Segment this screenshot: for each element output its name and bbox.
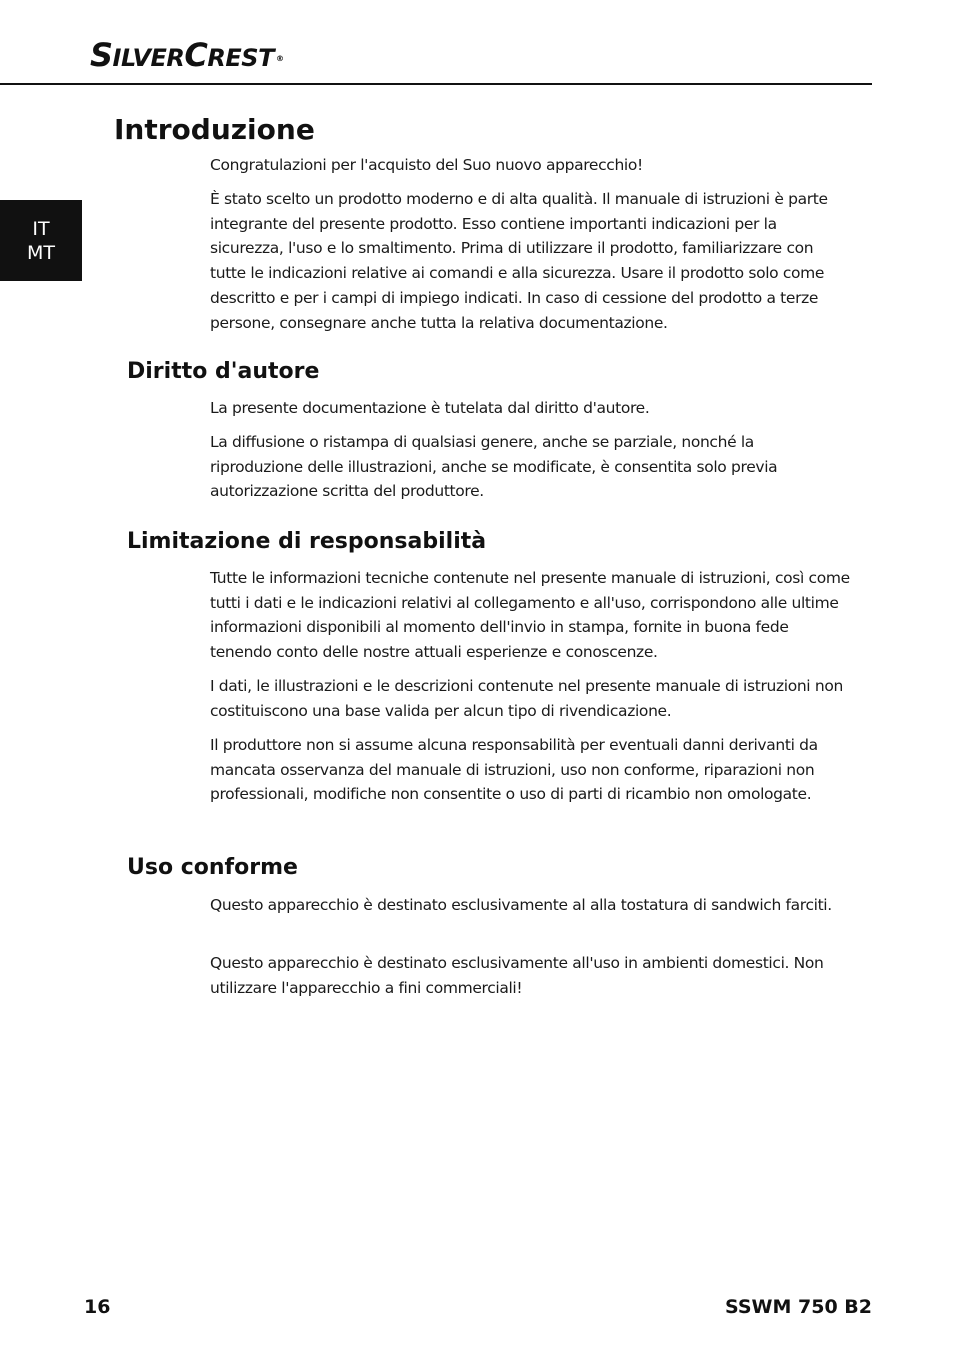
language-code-mt: MT xyxy=(27,241,55,264)
intended-use-paragraph-1: Questo apparecchio è destinato esclusivamente al alla tostatura di sandwich farciti. xyxy=(210,896,832,914)
liability-paragraph-3: Il produttore non si assume alcuna responsabilità per eventuali danni derivanti da mancata osservanza del manuale di istruzioni, uso non conforme, riparazioni non professionali, modifiche non consentite o uso di parti di ricambio non omologate. xyxy=(210,736,818,804)
logo-text-ilver: ILVER xyxy=(112,44,185,72)
intro-paragraph-1: Congratulazioni per l'acquisto del Suo nuovo apparecchio! xyxy=(210,156,643,174)
language-tab xyxy=(0,200,82,281)
logo-letter-s: S xyxy=(90,36,113,74)
language-code-it: IT xyxy=(32,217,50,240)
logo-text-rest: REST xyxy=(207,44,274,72)
registered-mark: ® xyxy=(275,54,284,63)
page-title: Introduzione xyxy=(114,113,315,146)
intended-use-heading: Uso conforme xyxy=(127,855,298,880)
page-number: 16 xyxy=(84,1296,111,1318)
silvercrest-logo xyxy=(90,36,284,74)
copyright-paragraph-1: La presente documentazione è tutelata dal diritto d'autore. xyxy=(210,399,650,417)
model-number: SSWM 750 B2 xyxy=(725,1296,872,1318)
copyright-heading: Diritto d'autore xyxy=(127,359,320,384)
intro-paragraph-2: È stato scelto un prodotto moderno e di alta qualità. Il manuale di istruzioni è parte integrante del presente prodotto. Esso contiene importanti indicazioni per la sicurezza, l'uso e lo smaltimento. Prima di utilizzare il prodotto, familiarizzare con tutte le indicazioni relative ai comandi e alla sicurezza. Usare il prodotto solo come descritto e per i campi di impiego indicati. In caso di cessione del prodotto a terze persone, consegnare anche tutta la relativa documentazione. xyxy=(210,190,828,332)
copyright-paragraph-2: La diffusione o ristampa di qualsiasi genere, anche se parziale, nonché la riproduzione delle illustrazioni, anche se modificate, è consentita solo previa autorizzazione scritta del produttore. xyxy=(210,433,778,501)
liability-heading: Limitazione di responsabilità xyxy=(127,529,487,554)
logo-letter-c: C xyxy=(184,36,208,74)
liability-paragraph-1: Tutte le informazioni tecniche contenute nel presente manuale di istruzioni, così come tutti i dati e le indicazioni relativi al collegamento e all'uso, corrispondono alle ultime informazioni disponibili al momento dell'invio in stampa, fornite in buona fede tenendo conto delle nostre attuali esperienze e conoscenze. xyxy=(210,569,850,662)
intended-use-paragraph-2: Questo apparecchio è destinato esclusivamente all'uso in ambienti domestici. Non utilizzare l'apparecchio a fini commerciali! xyxy=(210,954,824,997)
liability-paragraph-2: I dati, le illustrazioni e le descrizioni contenute nel presente manuale di istruzioni non costituiscono una base valida per alcun tipo di rivendicazione. xyxy=(210,677,843,720)
header-divider xyxy=(0,83,872,85)
